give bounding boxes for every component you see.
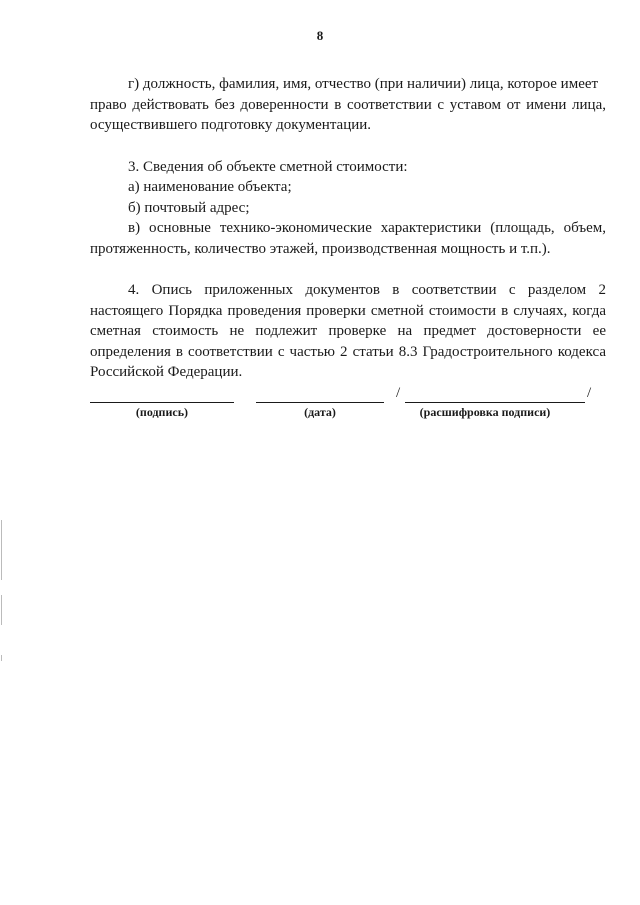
scan-edge-mark — [1, 595, 2, 625]
document-body — [90, 74, 606, 383]
section-3-item-a: а) наименование объекта; — [128, 179, 292, 195]
signature-caption: (подпись) — [135, 405, 189, 419]
decryption-line — [405, 402, 585, 403]
scan-edge-mark — [1, 655, 2, 661]
date-caption: (дата) — [304, 405, 336, 419]
scan-edge-mark — [1, 520, 2, 580]
date-line — [256, 402, 384, 403]
decryption-caption: (расшифровка подписи) — [419, 405, 551, 419]
slash-left: / — [396, 385, 401, 401]
section-3-item-v: в) основные технико-экономические характеристики (площадь, объем, протяженность, количество этажей, производственная мощность и т.п.). — [90, 220, 606, 257]
section-3-item-b: б) почтовый адрес; — [128, 199, 250, 216]
section-4-text: 4. Опись приложенных документов в соответствии с разделом 2 настоящего Порядка проведения проверки сметной стоимости в случаях, когда сметная стоимость не подлежит проверке на предмет достоверности ее определения в соответствии с частью 2 статьи 8.3 Градостроительного кодекса Российской Федерации. — [90, 282, 606, 380]
page-number: 8 — [316, 28, 324, 43]
item-g-first-line: г) должность, фамилия, имя, отчество (при наличии) лица, которое имеет — [128, 76, 599, 92]
section-4 — [90, 280, 606, 383]
item-g-paragraph — [90, 74, 606, 136]
item-g-continuation: право действовать без доверенности в соответствии с уставом от имени лица, осуществившего подготовку документации. — [90, 96, 606, 133]
signature-block — [90, 385, 606, 428]
signature-line — [90, 402, 234, 403]
section-3-heading: 3. Сведения об объекте сметной стоимости: — [128, 158, 408, 175]
section-3 — [90, 157, 606, 260]
slash-right: / — [587, 385, 592, 401]
